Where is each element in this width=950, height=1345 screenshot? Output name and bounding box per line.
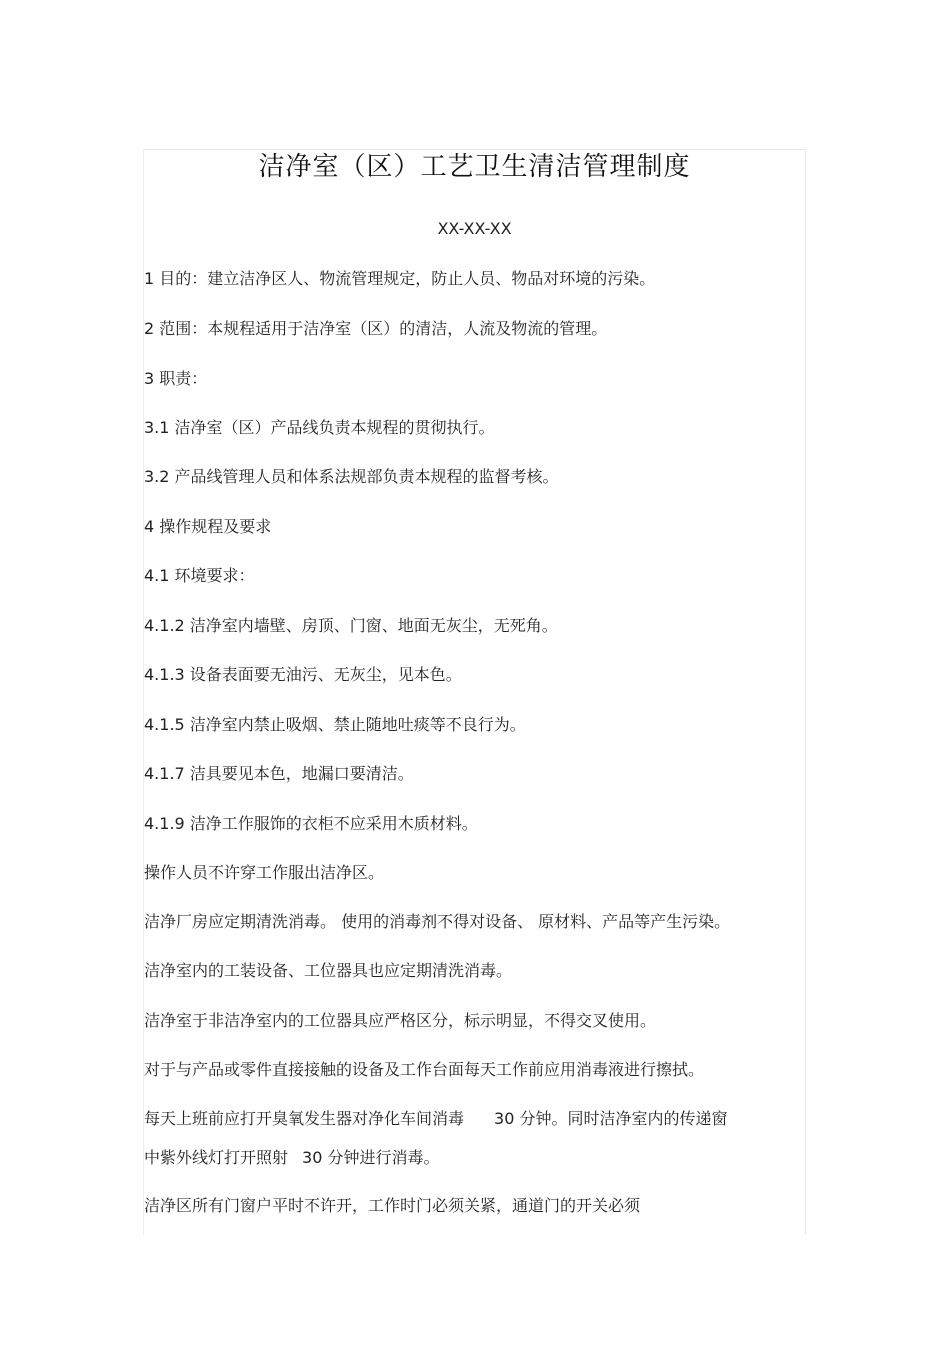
paragraph-4-1: 4.1 环境要求： <box>144 566 255 585</box>
paragraph-purpose: 1 目的：建立洁净区人、物流管理规定，防止人员、物品对环境的污染。 <box>144 269 656 288</box>
paragraph-doors: 洁净区所有门窗户平时不许开，工作时门必须关紧，通道门的开关必须 <box>144 1196 641 1215</box>
ozone-text-a: 每天上班前应打开臭氧发生器对净化车间消毒 <box>144 1109 465 1128</box>
paragraph-duty-heading: 3 职责： <box>144 369 208 388</box>
paragraph-separation: 洁净室于非洁净室内的工位器具应严格区分，标示明显，不得交叉使用。 <box>144 1011 657 1030</box>
paragraph-scope: 2 范围：本规程适用于洁净室（区）的清洁，人流及物流的管理。 <box>144 319 608 338</box>
paragraph-ozone-line2 <box>144 1147 439 1169</box>
paragraph-4-1-5: 4.1.5 洁净室内禁止吸烟、禁止随地吐痰等不良行为。 <box>144 715 526 734</box>
paragraph-4-1-2: 4.1.2 洁净室内墙壁、房顶、门窗、地面无灰尘，无死角。 <box>144 616 558 635</box>
document-title: 洁净室（区）工艺卫生清洁管理制度 <box>258 152 691 182</box>
document-code: XX-XX-XX <box>437 219 512 238</box>
uv-text-b: 30 分钟进行消毒。 <box>302 1148 440 1167</box>
paragraph-disinfection: 洁净厂房应定期清洗消毒。 使用的消毒剂不得对设备、 原材料、产品等产生污染。 <box>144 912 731 931</box>
paragraph-tooling: 洁净室内的工装设备、工位器具也应定期清洗消毒。 <box>144 961 513 980</box>
paragraph-ozone-line1 <box>144 1108 727 1130</box>
paragraph-4-1-9: 4.1.9 洁净工作服饰的衣柜不应采用木质材料。 <box>144 814 478 833</box>
paragraph-4-1-3: 4.1.3 设备表面要无油污、无灰尘，见本色。 <box>144 665 462 684</box>
paragraph-wipe: 对于与产品或零件直接接触的设备及工作台面每天工作前应用消毒液进行擦拭。 <box>144 1060 705 1079</box>
uv-text-a: 中紫外线灯打开照射 <box>144 1148 289 1167</box>
paragraph-duty-3-2: 3.2 产品线管理人员和体系法规部负责本规程的监督考核。 <box>144 467 559 486</box>
ozone-text-b: 30 分钟。同时洁净室内的传递窗 <box>494 1109 728 1128</box>
paragraph-operation-heading: 4 操作规程及要求 <box>144 517 272 536</box>
paragraph-duty-3-1: 3.1 洁净室（区）产品线负责本规程的贯彻执行。 <box>144 418 495 437</box>
paragraph-workwear: 操作人员不许穿工作服出洁净区。 <box>144 863 385 882</box>
paragraph-4-1-7: 4.1.7 洁具要见本色，地漏口要清洁。 <box>144 764 414 783</box>
